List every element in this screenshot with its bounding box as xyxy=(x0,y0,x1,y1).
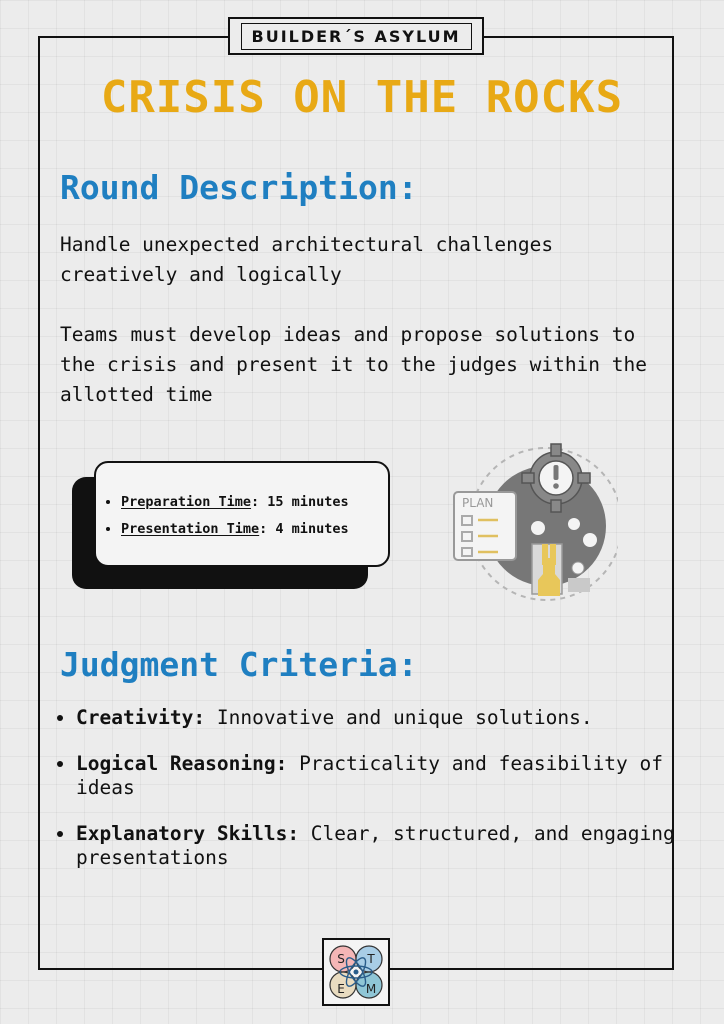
time-list xyxy=(108,489,380,543)
criterion-text: Innovative and unique solutions. xyxy=(205,706,593,729)
list-item xyxy=(121,516,380,543)
round-description-paragraph-2: Teams must develop ideas and propose solutions to the crisis and present it to the judges within the allotted time xyxy=(60,323,647,406)
stem-letter: E xyxy=(337,982,345,996)
planning-gear-wrench-icon xyxy=(450,440,618,608)
list-item xyxy=(76,706,706,730)
judgment-criteria-list xyxy=(56,706,706,892)
time-value: : 4 minutes xyxy=(259,521,349,537)
plan-text: PLAN xyxy=(462,496,494,510)
brand-badge xyxy=(228,17,484,55)
time-label: Presentation Time xyxy=(121,521,260,537)
round-description-paragraph-1: Handle unexpected architectural challenges creatively and logically xyxy=(60,233,554,286)
judgment-criteria-heading: Judgment Criteria: xyxy=(60,645,418,684)
page-title: CRISIS ON THE ROCKS xyxy=(100,72,624,123)
criterion-label: Explanatory Skills: xyxy=(76,822,300,845)
stem-letter: T xyxy=(367,952,375,966)
criterion-text: Clear, structured, and engaging presentations xyxy=(76,822,675,869)
criterion-label: Logical Reasoning: xyxy=(76,752,288,775)
list-item xyxy=(121,489,380,516)
time-card xyxy=(94,461,390,567)
stem-letter: S xyxy=(337,952,345,966)
criterion-text: Practicality and feasibility of ideas xyxy=(76,752,664,799)
brand-name: BUILDER´S ASYLUM xyxy=(241,23,472,50)
round-description-heading: Round Description: xyxy=(60,168,418,207)
time-value: : 15 minutes xyxy=(251,494,349,510)
time-label: Preparation Time xyxy=(121,494,252,510)
list-item xyxy=(76,822,706,870)
criterion-label: Creativity: xyxy=(76,706,206,729)
list-item xyxy=(76,752,706,800)
stem-logo xyxy=(322,938,390,1006)
stem-letter: M xyxy=(365,982,377,996)
